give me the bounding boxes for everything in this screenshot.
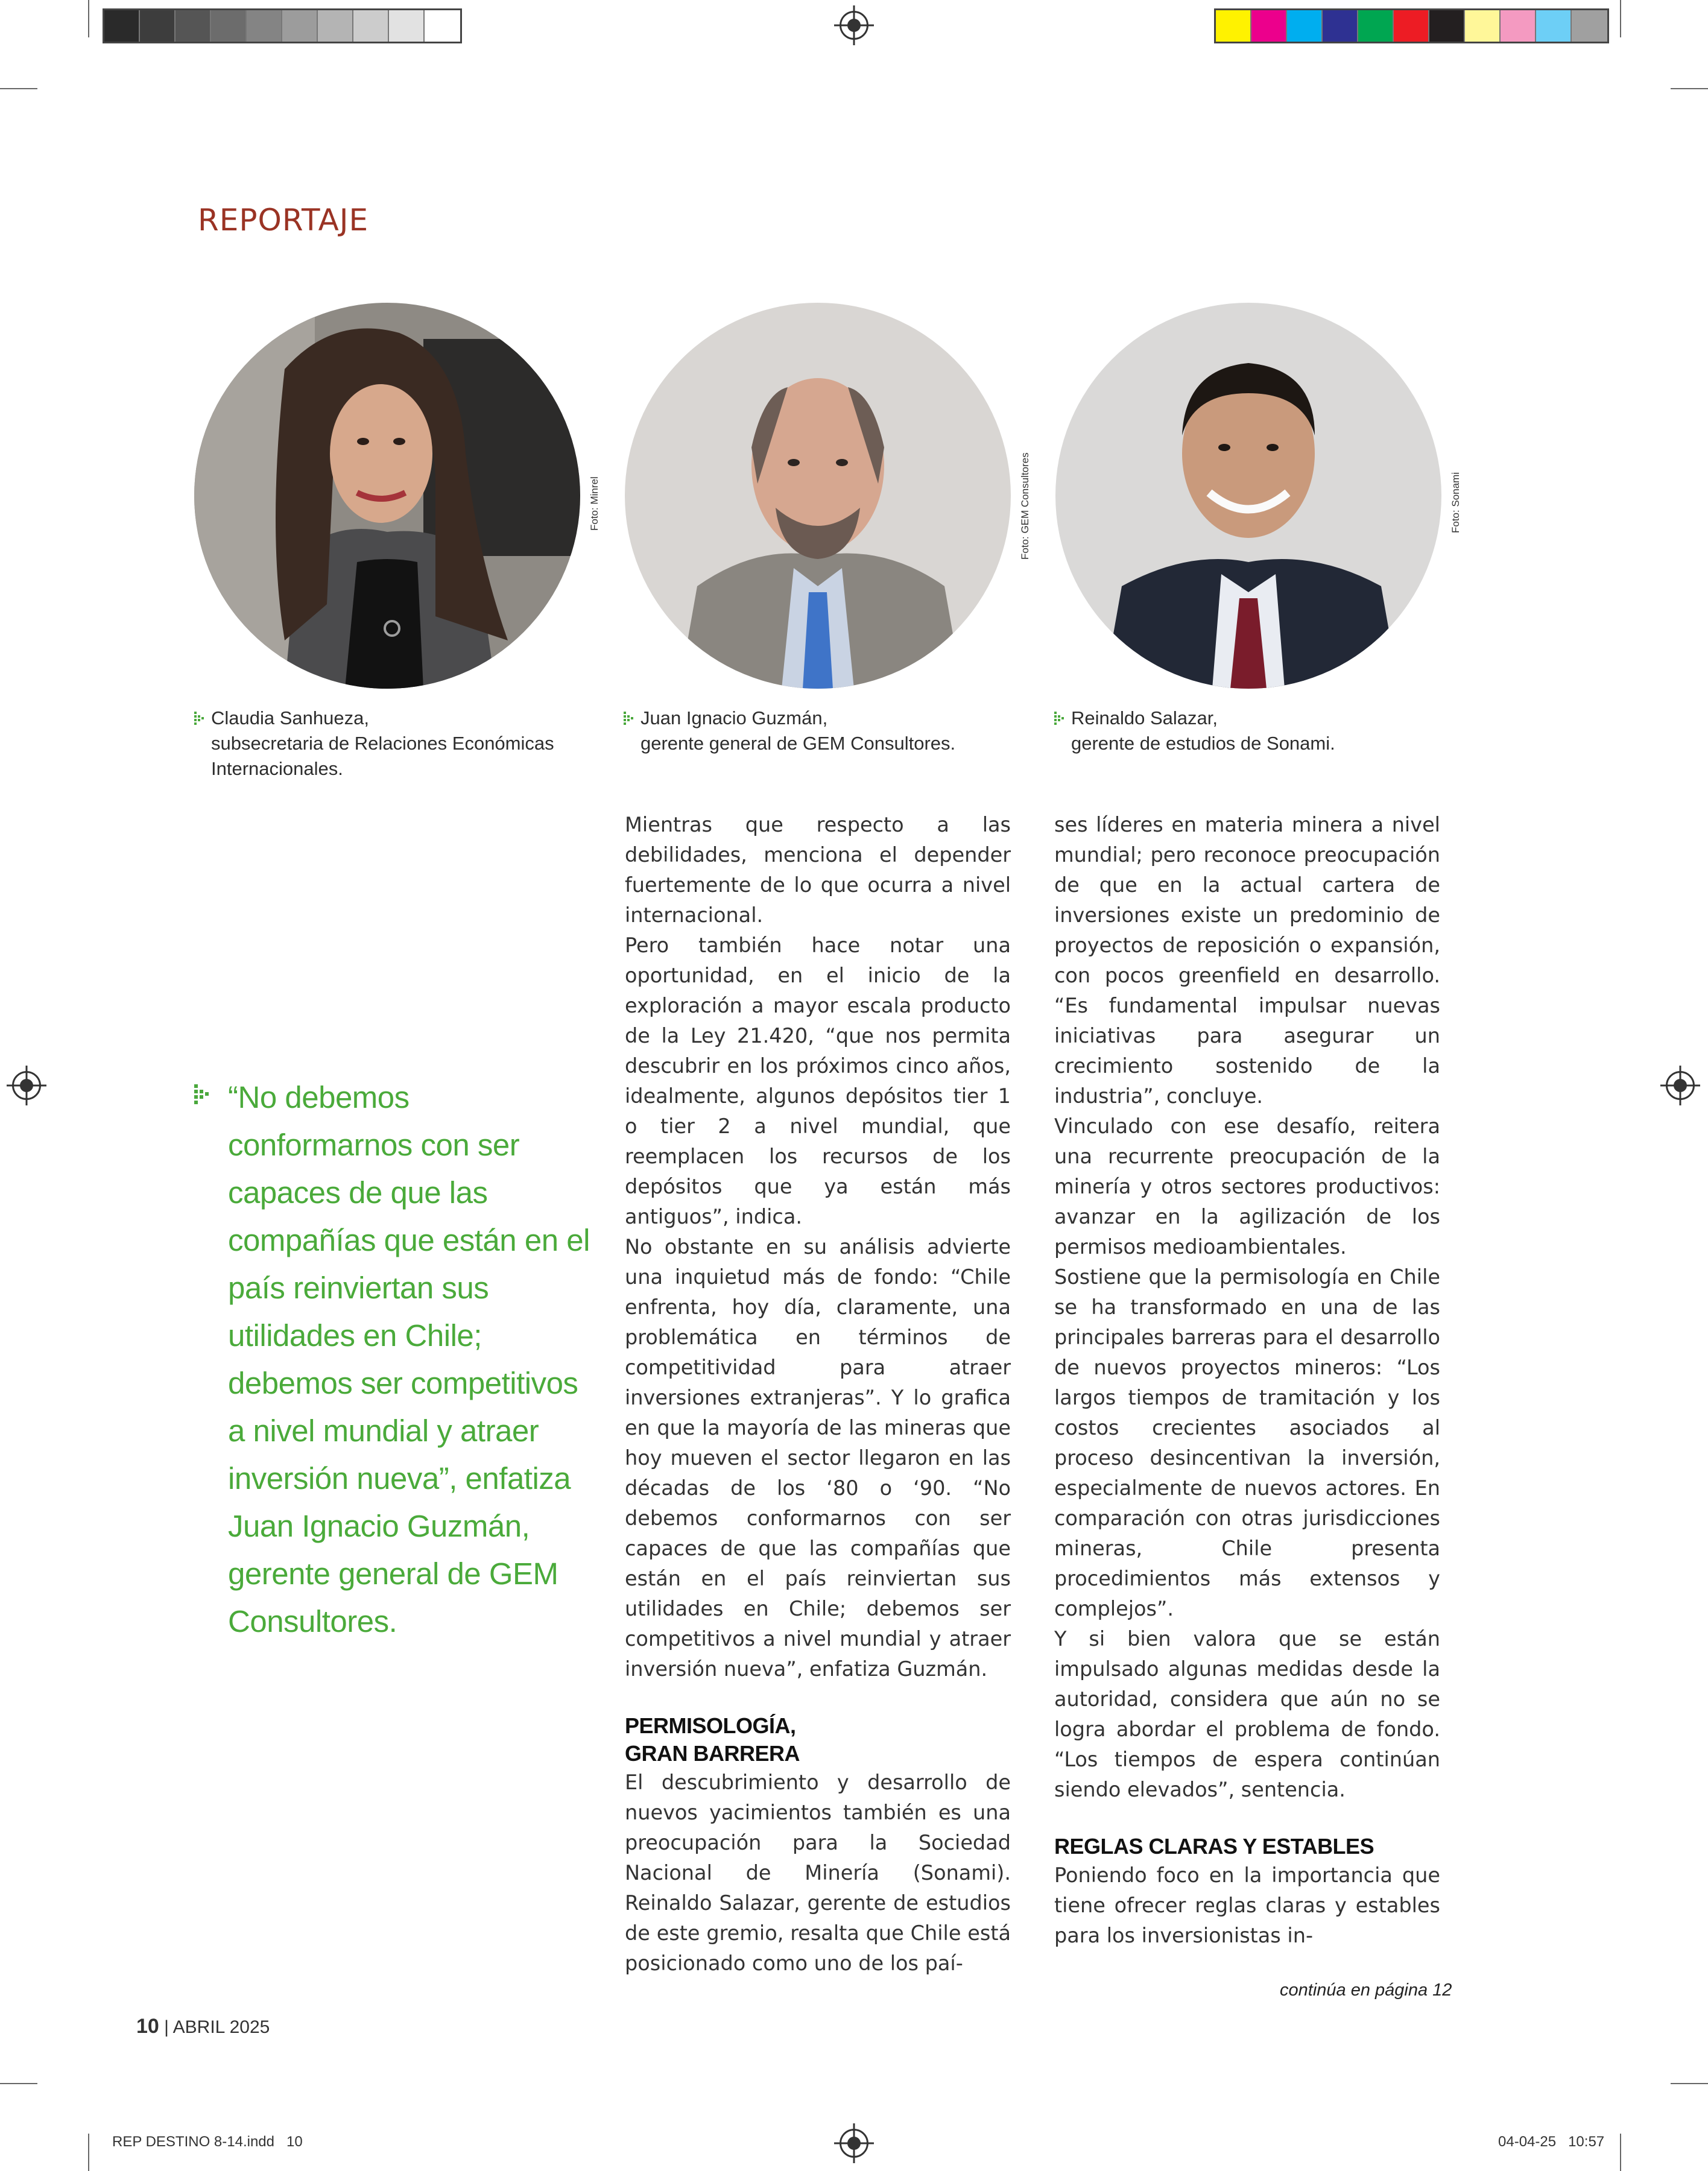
caption-reinaldo-salazar <box>1071 706 1335 756</box>
color-swatch <box>140 10 176 42</box>
continued-note: continúa en página 12 <box>1280 1980 1452 2000</box>
body-paragraph: Poniendo foco en la importancia que tiene ofrecer reglas claras y estables para los inversionistas in- <box>1054 1863 1440 1947</box>
body-paragraph: Y si bien valora que se están impulsado algunas medidas desde la autoridad, considera que aún no se logra abordar el problema de fondo. “Los tiempos de espera continúan siendo elevados”, sentencia. <box>1054 1627 1440 1801</box>
color-swatch <box>353 10 389 42</box>
color-swatch <box>1394 10 1429 42</box>
caption-role-line: gerente de estudios de Sonami. <box>1071 733 1335 754</box>
portrait-photo-reinaldo-salazar <box>1055 303 1441 689</box>
registration-mark-right <box>1666 1071 1695 1100</box>
color-swatch <box>1465 10 1501 42</box>
registration-mark-top <box>840 11 868 40</box>
color-swatch <box>282 10 318 42</box>
body-paragraph: Mientras que respecto a las debilidades, menciona el depender fuertemente de lo que ocurra a nivel internacional. <box>625 813 1011 927</box>
crop-mark <box>0 88 37 89</box>
caption-name: Reinaldo Salazar, <box>1071 707 1218 728</box>
pullquote: “No debemos conformarnos con ser capaces de que las compañías que están en el país reinviertan sus utilidades en Chile; debemos ser competitivos a nivel mundial y atraer inversión nueva”, enfatiza Juan Ignacio Guzmán, gerente general de GEM Consultores. <box>228 1080 590 1639</box>
bullet-icon <box>624 712 637 725</box>
color-swatch <box>1216 10 1251 42</box>
color-swatch <box>1429 10 1465 42</box>
color-swatch <box>1572 10 1607 42</box>
color-swatch <box>247 10 282 42</box>
color-swatch <box>1358 10 1394 42</box>
registration-mark-left <box>12 1071 41 1100</box>
caption-role-line: subsecretaria de Relaciones Económicas <box>211 733 554 754</box>
bullet-icon <box>1054 712 1068 725</box>
color-swatch <box>1287 10 1323 42</box>
print-slug-date: 04-04-25 10:57 <box>1498 2134 1605 2150</box>
body-paragraph: Sostiene que la permisología en Chile se ha transformado en una de las principales barreras para el desarrollo de nuevos proyectos mineros: “Los largos tiempos de tramitación y los costos crecientes asociados al proceso desincentivan la inversión, especialmente de nuevos actores. En comparación con otras jurisdicciones mineras, Chile presenta procedimientos más extensos y complejos”. <box>1054 1265 1440 1620</box>
body-paragraph: Pero también hace notar una oportunidad, en el inicio de la exploración a mayor escala producto de la Ley 21.420, “que nos permita descubrir en los próximos cinco años, idealmente, algunos depósitos tier 1 o tier 2 a nivel mundial, que reemplacen los recursos de los depósitos que ya están más antiguos”, indica. <box>625 934 1011 1228</box>
color-swatch <box>425 10 460 42</box>
color-swatch <box>1501 10 1536 42</box>
photo-credit: Foto: Minrel <box>589 476 600 531</box>
color-swatch <box>1323 10 1358 42</box>
color-swatch <box>211 10 247 42</box>
bullet-icon <box>194 712 207 725</box>
photo-credit: Foto: GEM Consultores <box>1019 452 1031 560</box>
crop-mark <box>1620 2134 1621 2171</box>
crop-mark <box>1671 88 1708 89</box>
portrait-photo-claudia-sanhueza <box>194 303 580 689</box>
registration-mark-bottom <box>840 2129 868 2158</box>
page-number: 10 <box>136 2015 159 2038</box>
caption-name: Claudia Sanhueza, <box>211 707 369 728</box>
page-folio <box>136 2015 270 2038</box>
section-heading: REGLAS CLARAS Y ESTABLES <box>1054 1834 1374 1859</box>
crop-mark <box>0 2083 37 2084</box>
crop-mark <box>88 2134 89 2171</box>
caption-juan-ignacio-guzman <box>640 706 955 756</box>
crop-mark <box>1620 0 1621 37</box>
caption-role-line: gerente general de GEM Consultores. <box>640 733 956 754</box>
photo-credit: Foto: Sonami <box>1450 472 1461 533</box>
body-paragraph: Vinculado con ese desafío, reitera una recurrente preocupación de la minería y otros sectores productivos: avanzar en la agilización de los permisos medioambientales. <box>1054 1114 1440 1259</box>
section-heading: GRAN BARRERA <box>625 1741 800 1766</box>
portrait-photo-juan-ignacio-guzman <box>625 303 1011 689</box>
article-column-middle <box>625 810 1011 1979</box>
caption-claudia-sanhueza <box>211 706 554 782</box>
print-slug-filename: REP DESTINO 8-14.indd 10 <box>112 2134 303 2150</box>
folio-separator: | <box>164 2017 173 2037</box>
caption-role-line: Internacionales. <box>211 758 343 779</box>
crop-mark <box>1671 2083 1708 2084</box>
grayscale-color-bar <box>103 8 462 43</box>
process-color-bar <box>1214 8 1609 43</box>
body-paragraph: ses líderes en materia minera a nivel mundial; pero reconoce preocupación de que en la actual cartera de inversiones existe un predominio de proyectos de reposición o expansión, con pocos greenfield en desarrollo. “Es fundamental impulsar nuevas iniciativas para asegurar un crecimiento sostenido de la industria”, concluye. <box>1054 813 1440 1108</box>
section-heading: PERMISOLOGÍA, <box>625 1713 796 1738</box>
color-swatch <box>104 10 140 42</box>
article-column-right <box>1054 810 1440 1951</box>
color-swatch <box>1251 10 1287 42</box>
pullquote-bullet-icon <box>194 1084 216 1106</box>
color-swatch <box>389 10 425 42</box>
body-paragraph: No obstante en su análisis advierte una inquietud más de fondo: “Chile enfrenta, hoy día, claramente, una problemática en términos de competitividad para atraer inversiones extranjeras”. Y lo grafica en que la mayoría de las mineras que hoy mueven el sector llegaron en las décadas de los ‘80 o ‘90. “No debemos conformarnos con ser capaces de que las compañías que están en el país reinviertan sus utilidades en Chile; debemos ser competitivos a nivel mundial y atraer inversión nueva”, enfatiza Guzmán. <box>625 1235 1011 1681</box>
caption-name: Juan Ignacio Guzmán, <box>640 707 828 728</box>
crop-mark <box>88 0 89 37</box>
color-swatch <box>1536 10 1572 42</box>
issue-date: ABRIL 2025 <box>172 2017 270 2037</box>
color-swatch <box>176 10 211 42</box>
color-swatch <box>318 10 353 42</box>
body-paragraph: El descubrimiento y desarrollo de nuevos yacimientos también es una preocupación para la Sociedad Nacional de Minería (Sonami). Reinaldo Salazar, gerente de estudios de este gremio, resalta que Chile está posicionado como uno de los paí- <box>625 1771 1011 1975</box>
section-label: REPORTAJE <box>198 203 369 238</box>
